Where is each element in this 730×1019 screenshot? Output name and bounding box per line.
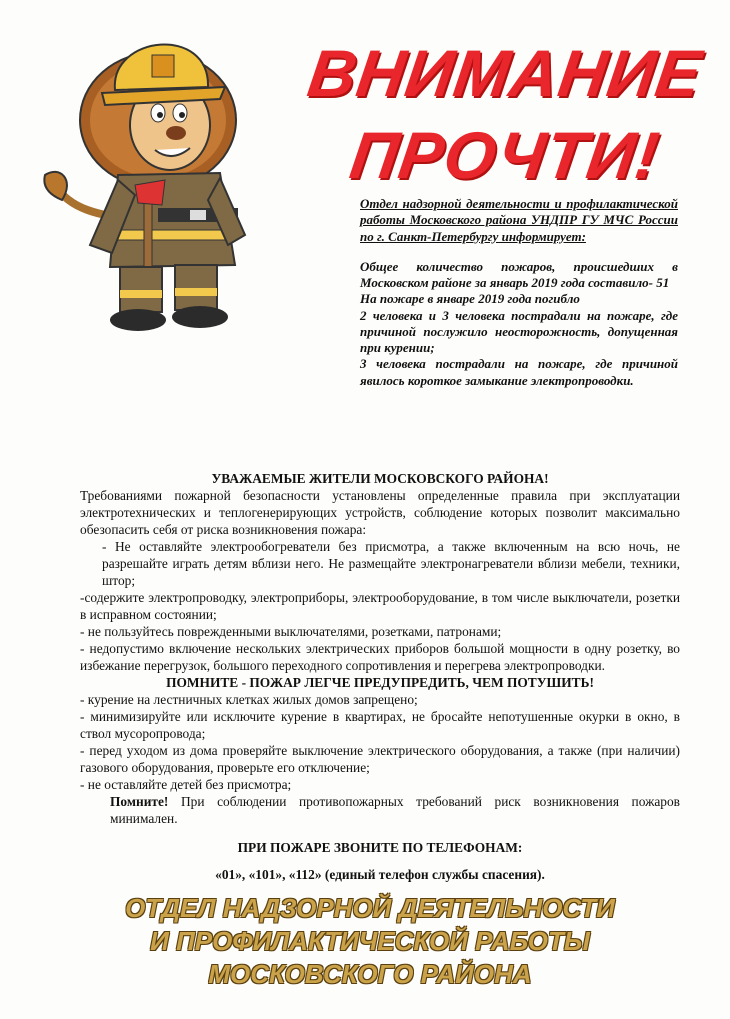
department-footer [90,892,650,991]
tip-stairwell-smoking: - курение на лестничных клетках жилых домов запрещено; [80,692,418,708]
rule-overload: - недопустимо включение нескольких электрических приборов большой мощности в одну розетку, во избежание перегрузок, большого переходного сопротивления и перегрева электропроводки. [80,641,680,674]
remember-text: При соблюдении противопожарных требований риск возникновения пожаров минимален. [110,794,680,827]
notice-lead: Отдел надзорной деятельности и профилактической работы Московского района УНДПР ГУ МЧС России по г. Санкт-Петербургу информирует: [360,196,678,244]
footer-line-3: МОСКОВСКОГО РАЙОНА [208,959,532,990]
firefighter-lion-mascot-icon [40,15,285,335]
intro-paragraph: Требованиями пожарной безопасности установлены определенные правила при эксплуатации электротехнических и теплогенерирующих устройств, соблюдение которых позволит максимально обезопасить себя от риска возникновения пожара: [80,488,680,538]
rule-damaged-switches: - не пользуйтесь поврежденными выключателями, розетками, патронами; [80,624,502,640]
phone-heading: ПРИ ПОЖАРЕ ЗВОНИТЕ ПО ТЕЛЕФОНАМ: [237,840,523,856]
rule-wiring: -содержите электропроводку, электроприборы, электрооборудование, в том числе выключатели, розетки в исправном состоянии; [80,590,680,623]
footer-line-1: ОТДЕЛ НАДЗОРНОЙ ДЕЯТЕЛЬНОСТИ [125,893,615,923]
rule-heaters: - Не оставляйте электрообогреватели без присмотра, а также включенным на всю ночь, не разрешайте играть детям вблизи него. Не размещайте электронагреватели вблизи мебели, техники, штор; [102,539,680,589]
headline-attention: ВНИМАНИЕ [303,36,707,110]
notice-smoking-casualties: 2 человека и 3 человека пострадали на пожаре, где причиной послужило неосторожность, допущенная при курении; [360,307,678,355]
residents-heading: УВАЖАЕМЫЕ ЖИТЕЛИ МОСКОВСКОГО РАЙОНА! [211,471,549,486]
headline-read: ПРОЧТИ! [345,118,665,192]
phone-numbers: «01», «101», «112» (единый телефон службы спасения). [215,867,545,883]
notice-short-circuit-casualties: 3 человека пострадали на пожаре, где причиной явилось короткое замыкание электропроводки. [360,356,678,388]
tip-check-equipment: - перед уходом из дома проверяйте выключение электрического оборудования, а также (при наличии) газового оборудования, проверьте его отключение; [80,743,680,776]
footer-line-2: И ПРОФИЛАКТИЧЕСКОЙ РАБОТЫ [150,926,590,957]
notice-deaths: На пожаре в январе 2019 года погибло [360,291,580,307]
tip-apartment-smoking: - минимизируйте или исключите курение в квартирах, не бросайте непотушенные окурки в окно, в ствол мусоропровода; [80,709,680,742]
notice-fires-count: Общее количество пожаров, происшедших в Московском районе за январь 2019 года составило- 51 [360,258,678,290]
remember-paragraph [80,793,680,827]
remember-heading: ПОМНИТЕ - ПОЖАР ЛЕГЧЕ ПРЕДУПРЕДИТЬ, ЧЕМ ПОТУШИТЬ! [166,675,594,691]
safety-rules [80,470,680,883]
tip-children: - не оставляйте детей без присмотра; [80,777,292,793]
statistics-notice [360,196,678,389]
remember-word: Помните! [110,794,169,810]
